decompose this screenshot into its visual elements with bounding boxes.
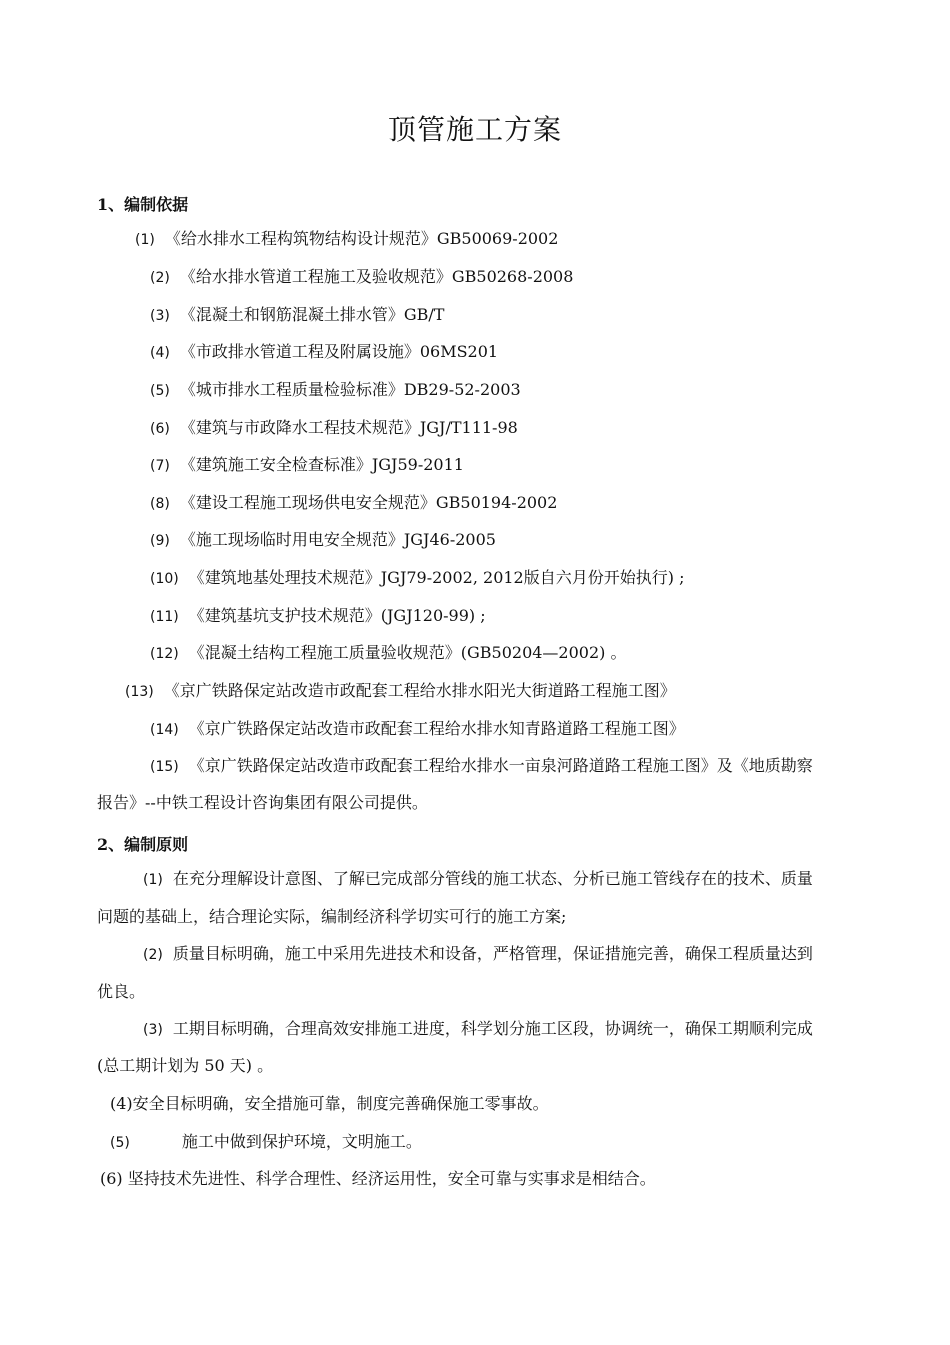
list-item xyxy=(125,681,676,702)
list-item xyxy=(150,530,496,551)
list-item-text: 《京广铁路保定站改造市政配套工程给水排水阳光大街道路工程施工图》 xyxy=(163,681,676,700)
list-item xyxy=(150,719,685,740)
list-item-text: 《给水排水工程构筑物结构设计规范》GB50069-2002 xyxy=(164,229,559,248)
list-item xyxy=(150,643,626,664)
list-item xyxy=(150,493,557,514)
list-item-text: 《市政排水管道工程及附属设施》06MS201 xyxy=(179,342,499,361)
list-item-text: 《施工现场临时用电安全规范》JGJ46-2005 xyxy=(179,530,496,549)
section-heading-principles: 2、编制原则 xyxy=(97,835,189,854)
list-item-number: (11) xyxy=(150,609,179,625)
list-item-number: (15) xyxy=(150,759,179,775)
list-item-number: (6) xyxy=(150,421,170,437)
list-item-text: 《混凝土和钢筋混凝土排水管》GB/T xyxy=(179,305,445,324)
list-item xyxy=(150,756,813,777)
list-item-text: 《建筑地基处理技术规范》JGJ79-2002, 2012版自六月份开始执行) ; xyxy=(188,568,685,587)
list-item-text: 《京广铁路保定站改造市政配套工程给水排水一亩泉河路道路工程施工图》及《地质勘察 xyxy=(188,756,813,775)
list-item-number: (7) xyxy=(150,458,170,474)
section-heading-basis: 1、编制依据 xyxy=(97,195,189,214)
list-item xyxy=(150,606,486,627)
list-item xyxy=(150,568,684,589)
list-item-number: (8) xyxy=(150,496,170,512)
principle-continuation: 优良。 xyxy=(97,982,146,1001)
list-item-text: 《建筑基坑支护技术规范》(JGJ120-99) ; xyxy=(188,606,486,625)
list-item-text: 《建筑施工安全检查标准》JGJ59-2011 xyxy=(179,455,464,474)
principle-continuation: (总工期计划为 50 天) 。 xyxy=(97,1056,274,1075)
list-item-number: (4) xyxy=(150,345,170,361)
list-item-continuation: 报告》--中铁工程设计咨询集团有限公司提供。 xyxy=(97,793,428,812)
list-item-number: (3) xyxy=(150,308,170,324)
list-item-number: (14) xyxy=(150,722,179,738)
principle-item: (6) 坚持技术先进性、科学合理性、经济运用性，安全可靠与实事求是相结合。 xyxy=(100,1169,656,1188)
principle-text: 施工中做到保护环境，文明施工。 xyxy=(181,1132,422,1151)
list-item-text: 《给水排水管道工程施工及验收规范》GB50268-2008 xyxy=(179,267,574,286)
document-title: 顶管施工方案 xyxy=(387,113,562,146)
list-item-text: 《京广铁路保定站改造市政配套工程给水排水知青路道路工程施工图》 xyxy=(188,719,685,738)
principle-item xyxy=(143,869,813,890)
list-item-number: (12) xyxy=(150,646,179,662)
list-item-number: (9) xyxy=(150,533,170,549)
principle-item xyxy=(143,1019,813,1040)
list-item-number: (5) xyxy=(150,383,170,399)
principle-text: 质量目标明确，施工中采用先进技术和设备，严格管理，保证措施完善，确保工程质量达到 xyxy=(172,944,813,963)
principle-continuation: 问题的基础上，结合理论实际，编制经济科学切实可行的施工方案; xyxy=(97,907,567,926)
list-item xyxy=(150,418,518,439)
principle-item xyxy=(110,1132,422,1153)
list-item xyxy=(150,267,573,288)
list-item xyxy=(150,455,464,476)
list-item xyxy=(150,380,521,401)
list-item-number: (1) xyxy=(135,232,155,248)
list-item-number: (13) xyxy=(125,684,154,700)
list-item-number: (2) xyxy=(150,270,170,286)
principle-item: (4)安全目标明确，安全措施可靠，制度完善确保施工零事故。 xyxy=(110,1094,549,1113)
list-item xyxy=(135,229,558,250)
list-item-text: 《城市排水工程质量检验标准》DB29-52-2003 xyxy=(179,380,521,399)
list-item xyxy=(150,305,444,326)
list-item-text: 《混凝土结构工程施工质量验收规范》(GB50204—2002) 。 xyxy=(188,643,627,662)
principle-number: (3) xyxy=(143,1022,163,1038)
principle-text: 在充分理解设计意图、了解已完成部分管线的施工状态、分析已施工管线存在的技术、质量 xyxy=(172,869,813,888)
principle-number: (5) xyxy=(110,1135,130,1151)
principle-text: 工期目标明确，合理高效安排施工进度，科学划分施工区段，协调统一，确保工期顺利完成 xyxy=(172,1019,813,1038)
list-item xyxy=(150,342,498,363)
list-item-text: 《建筑与市政降水工程技术规范》JGJ/T111-98 xyxy=(179,418,518,437)
principle-item xyxy=(143,944,813,965)
list-item-text: 《建设工程施工现场供电安全规范》GB50194-2002 xyxy=(179,493,558,512)
principle-number: (1) xyxy=(143,872,163,888)
list-item-number: (10) xyxy=(150,571,179,587)
principle-number: (2) xyxy=(143,947,163,963)
